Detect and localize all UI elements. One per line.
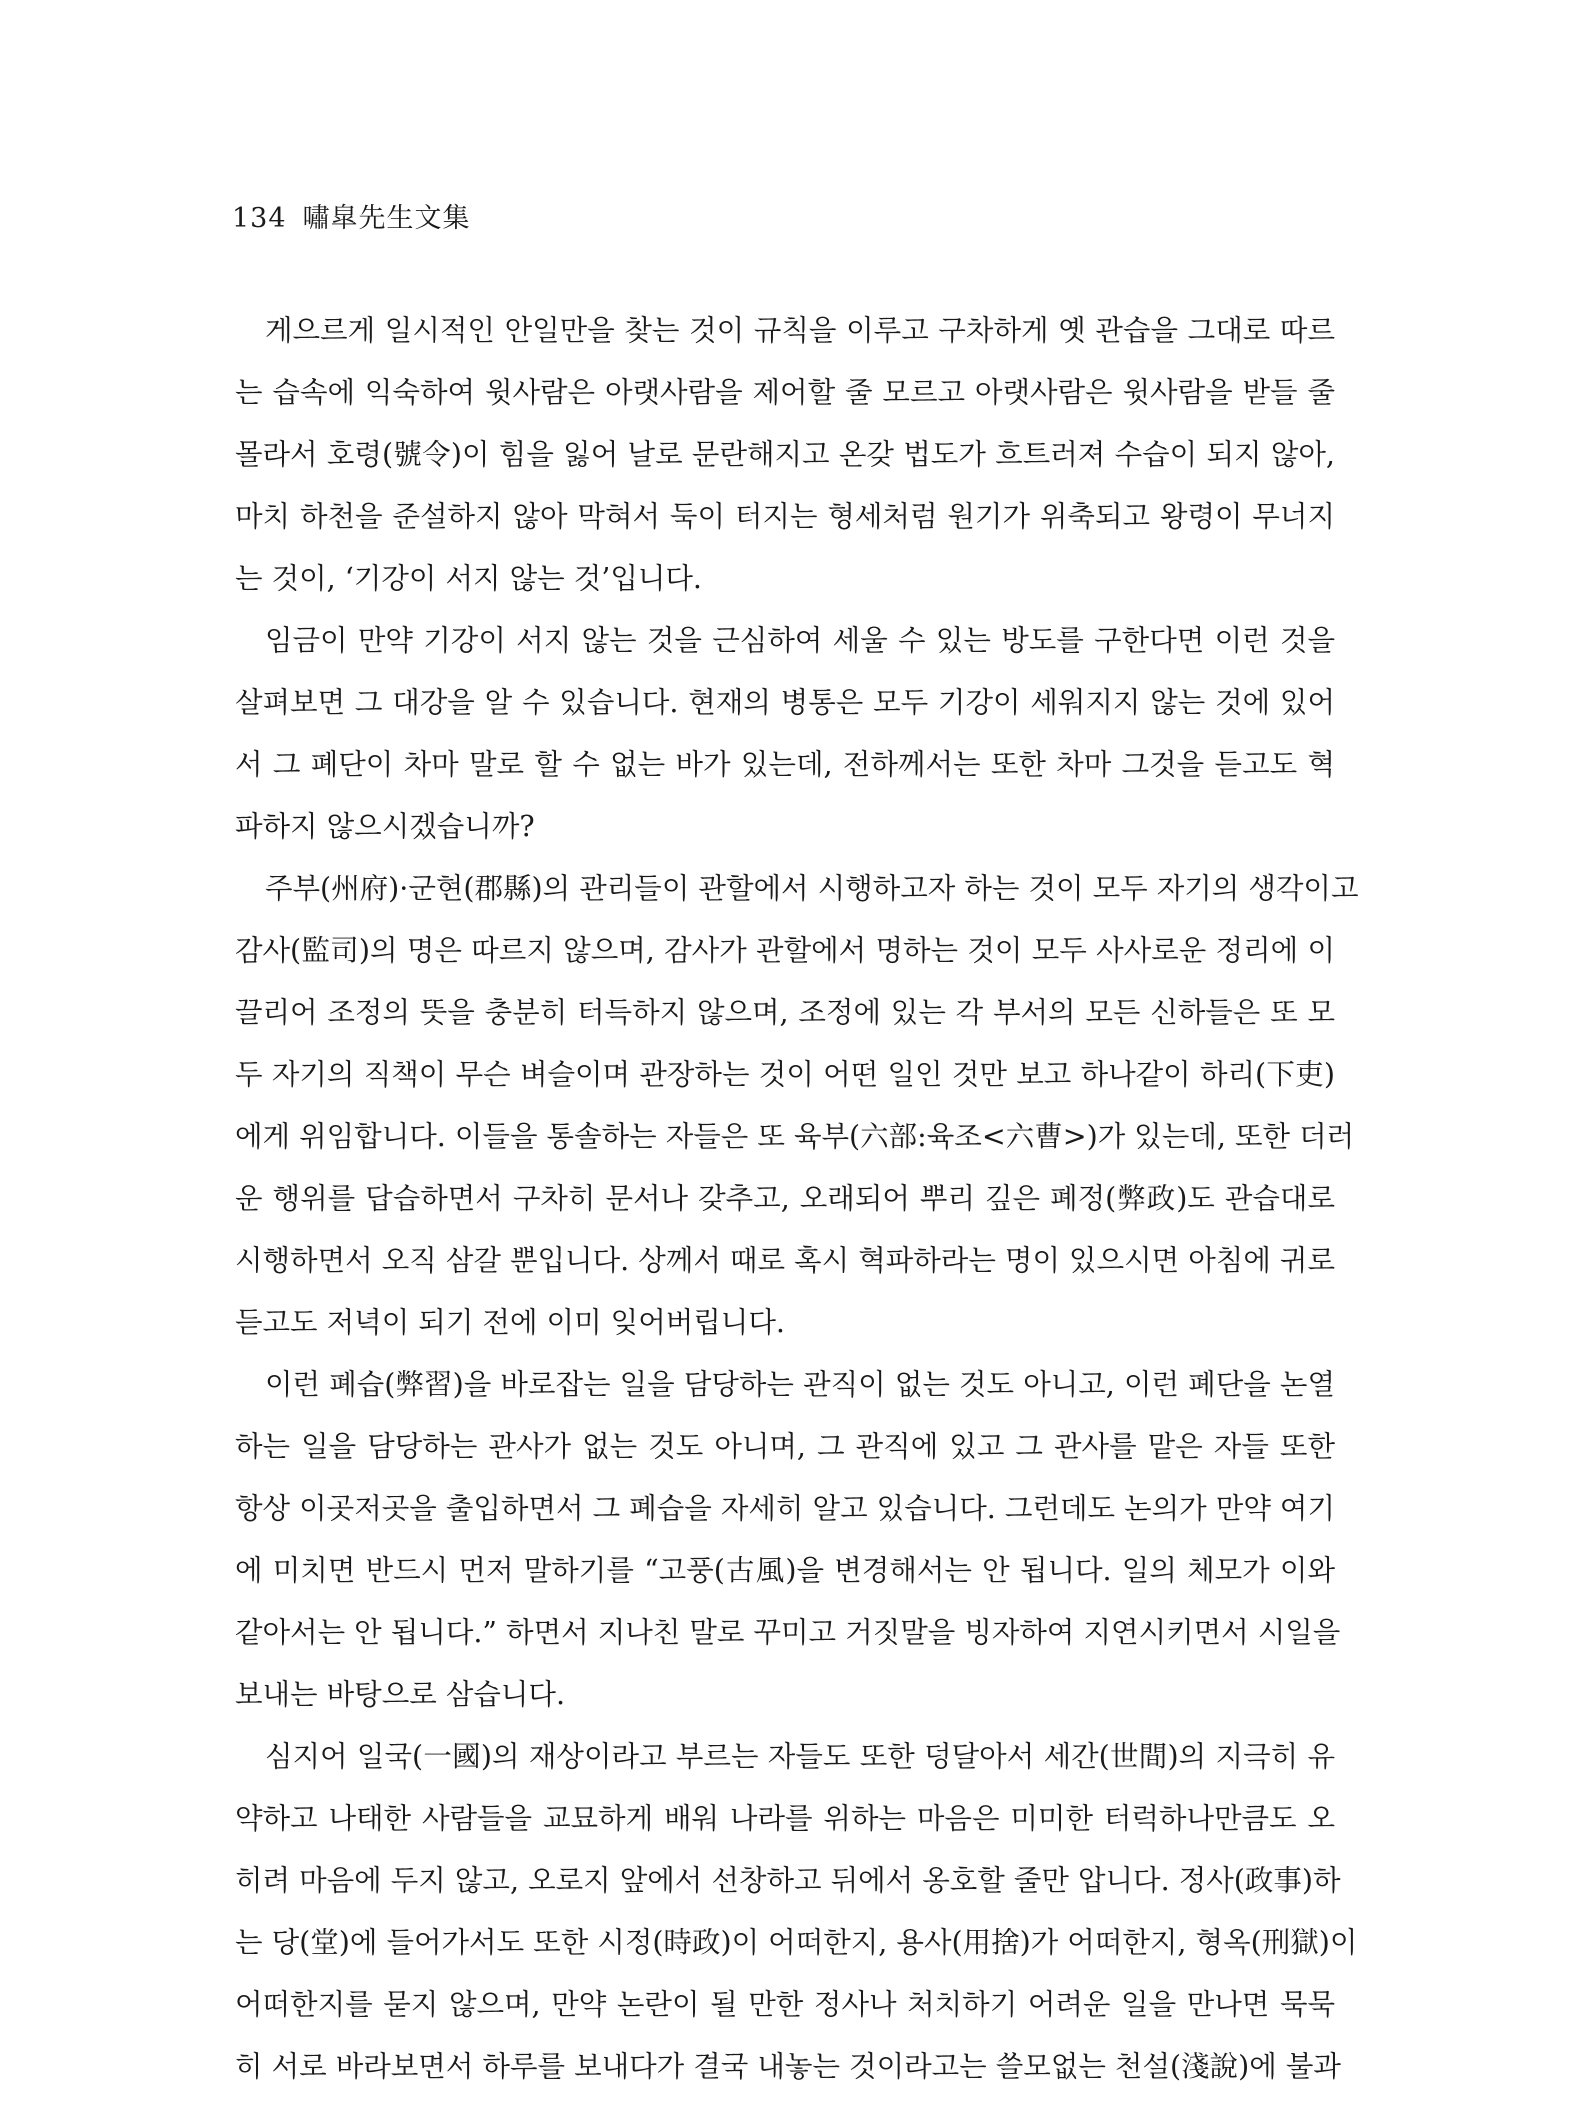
text-line: 보내는 바탕으로 삼습니다.: [235, 1678, 566, 1711]
text-line: 약하고 나태한 사람들을 교묘하게 배워 나라를 위하는 마음은 미미한 터럭하나만큼도 오: [235, 1802, 1335, 1835]
text-line: 에 미치면 반드시 먼저 말하기를 “고풍(古風)을 변경해서는 안 됩니다. 일의 체모가 이와: [235, 1554, 1335, 1587]
text-line: 두 자기의 직책이 무슨 벼슬이며 관장하는 것이 어떤 일인 것만 보고 하나같이 하리(下吏): [235, 1058, 1335, 1091]
text-line: 히 서로 바라보면서 하루를 보내다가 결국 내놓는 것이라고는 쓸모없는 천설(淺說)에 불과: [235, 2050, 1341, 2083]
text-line: 주부(州府)·군현(郡縣)의 관리들이 관할에서 시행하고자 하는 것이 모두 자기의 생각이고: [265, 872, 1359, 905]
text-line: 임금이 만약 기강이 서지 않는 것을 근심하여 세울 수 있는 방도를 구한다면 이런 것을: [265, 624, 1335, 657]
text-line: 히려 마음에 두지 않고, 오로지 앞에서 선창하고 뒤에서 옹호할 줄만 압니다. 정사(政事)하: [235, 1864, 1341, 1897]
text-line: 항상 이곳저곳을 출입하면서 그 폐습을 자세히 알고 있습니다. 그런데도 논의가 만약 여기: [235, 1492, 1335, 1525]
text-line: 시행하면서 오직 삼갈 뿐입니다. 상께서 때로 혹시 혁파하라는 명이 있으시면 아침에 귀로: [235, 1244, 1335, 1277]
text-line: 게으르게 일시적인 안일만을 찾는 것이 규칙을 이루고 구차하게 옛 관습을 그대로 따르: [265, 314, 1335, 347]
text-line: 운 행위를 답습하면서 구차히 문서나 갖추고, 오래되어 뿌리 깊은 폐정(弊政)도 관습대로: [235, 1182, 1335, 1215]
text-line: 살펴보면 그 대강을 알 수 있습니다. 현재의 병통은 모두 기강이 세워지지 않는 것에 있어: [235, 686, 1335, 719]
text-line: 마치 하천을 준설하지 않아 막혀서 둑이 터지는 형세처럼 원기가 위축되고 왕령이 무너지: [235, 500, 1335, 533]
paragraph: [235, 610, 1335, 858]
page-number: 134: [232, 203, 287, 234]
text-line: 몰라서 호령(號令)이 힘을 잃어 날로 문란해지고 온갖 법도가 흐트러져 수습이 되지 않아,: [235, 438, 1335, 471]
text-line: 하는 일을 담당하는 관사가 없는 것도 아니며, 그 관직에 있고 그 관사를 맡은 자들 또한: [235, 1430, 1335, 1463]
text-line: 감사(監司)의 명은 따르지 않으며, 감사가 관할에서 명하는 것이 모두 사사로운 정리에 이: [235, 934, 1335, 967]
book-title: 嘯皐先生文集: [302, 203, 471, 234]
paragraph: [235, 858, 1359, 1354]
text-line: 는 것이, ‘기강이 서지 않는 것’입니다.: [235, 562, 702, 595]
text-line: 같아서는 안 됩니다.” 하면서 지나친 말로 꾸미고 거짓말을 빙자하여 지연시키면서 시일을: [235, 1616, 1341, 1649]
text-line: 어떠한지를 묻지 않으며, 만약 논란이 될 만한 정사나 처치하기 어려운 일을 만나면 묵묵: [235, 1988, 1335, 2021]
text-line: 듣고도 저녁이 되기 전에 이미 잊어버립니다.: [235, 1306, 785, 1339]
text-line: 서 그 폐단이 차마 말로 할 수 없는 바가 있는데, 전하께서는 또한 차마 그것을 듣고도 혁: [235, 748, 1335, 781]
text-line: 에게 위임합니다. 이들을 통솔하는 자들은 또 육부(六部:육조<六曹>)가 있는데, 또한 더러: [235, 1120, 1355, 1153]
text-line: 이런 폐습(弊習)을 바로잡는 일을 담당하는 관직이 없는 것도 아니고, 이런 폐단을 논열: [265, 1368, 1335, 1401]
text-line: 는 당(堂)에 들어가서도 또한 시정(時政)이 어떠한지, 용사(用捨)가 어떠한지, 형옥(刑獄)이: [235, 1926, 1358, 1959]
paragraph: [235, 1726, 1358, 2098]
paragraph: [235, 300, 1335, 610]
paragraph: [235, 1354, 1341, 1726]
text-line: 끌리어 조정의 뜻을 충분히 터득하지 않으며, 조정에 있는 각 부서의 모든 신하들은 또 모: [235, 996, 1335, 1029]
running-header: [232, 196, 471, 235]
text-line: 심지어 일국(一國)의 재상이라고 부르는 자들도 또한 덩달아서 세간(世間)의 지극히 유: [265, 1740, 1335, 1773]
text-line: 파하지 않으시겠습니까?: [235, 810, 535, 843]
text-line: 는 습속에 익숙하여 윗사람은 아랫사람을 제어할 줄 모르고 아랫사람은 윗사람을 받들 줄: [235, 376, 1335, 409]
body-text: [235, 300, 1359, 2098]
